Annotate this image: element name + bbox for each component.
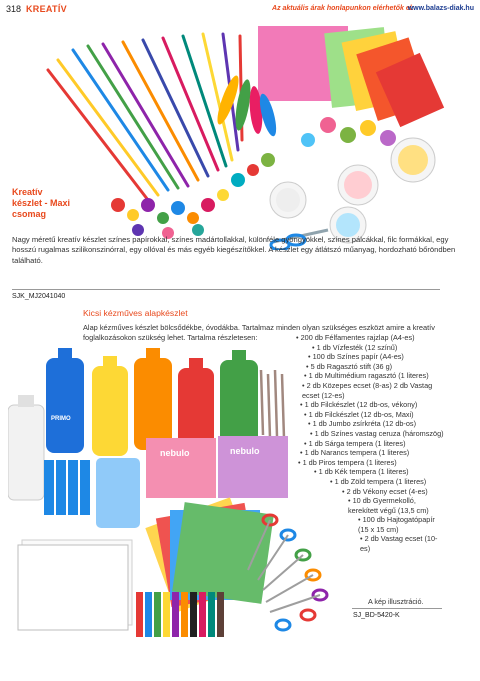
list-item: • 1 db Vízfesték (12 színű)	[312, 342, 398, 352]
website-link[interactable]: www.balazs-diak.hu	[407, 5, 474, 12]
list-item: • 1 db Sárga tempera (1 literes)	[304, 438, 406, 448]
list-item: • 1 db Narancs tempera (1 literes)	[300, 448, 410, 458]
list-item: • 100 db Hajtogatópapír (15 x 15 cm)	[358, 515, 435, 534]
list-item: • 1 db Filckészlet (12 db-os, Maxi)	[304, 409, 414, 419]
list-item: • 1 db Filckészlet (12 db-os, vékony)	[300, 400, 418, 410]
craft-kit-illustration	[28, 20, 458, 250]
divider	[352, 608, 442, 609]
product1-image	[28, 20, 458, 250]
divider	[12, 289, 440, 290]
product2-code: SJ_BD-5420-K	[353, 612, 400, 619]
list-item: • 2 db Vastag ecset (10-es)	[360, 534, 438, 554]
product1-title: Kreatív készlet - Maxi csomag	[12, 187, 71, 219]
brand-label-nebulo: nebulo	[160, 448, 190, 458]
product2-image	[8, 340, 348, 640]
list-item: • 10 db Gyermekolló, kerekített végű (13,5 cm)	[348, 496, 429, 515]
list-item: • 1 db Kék tempera (1 literes)	[314, 467, 409, 477]
list-item: • 200 db Félfamentes rajzlap (A4-es)	[296, 333, 415, 342]
brand-label-nebulo-2: nebulo	[230, 446, 260, 456]
list-item: • 2 db Közepes ecset (8-as) 2 db Vastag ecset (12-es)	[302, 380, 433, 400]
list-item: • 1 db Multimédium ragasztó (1 literes)	[304, 371, 429, 381]
list-item: • 100 db Színes papír (A4-es)	[308, 352, 404, 362]
image-caption: A kép illusztráció.	[368, 597, 424, 606]
page-number: 318	[6, 4, 22, 14]
brand-label-primo: PRIMO	[51, 416, 71, 422]
product1-code: SJK_MJ2041040	[12, 293, 66, 300]
list-item: • 1 db Piros tempera (1 literes)	[298, 457, 397, 467]
list-item: • 1 db Színes vastag ceruza (háromszög)	[310, 428, 444, 438]
page-header	[6, 4, 474, 18]
product1-description: Nagy méretű kreatív készlet színes papírokkal, színes madártollakkal, különféle gyöngyökkel, színes pálcákkal, filc formákkal, egy hosszú rugalmas szilikonszinórral, egy ollóval és más egyéb kiegészítőkkel. A készlet egy átlátszó műanyag, hordozható bőröndben található.	[12, 235, 456, 265]
list-item: • 1 db Jumbo zsírkréta (12 db-os)	[308, 419, 416, 429]
list-item: • 1 db Zöld tempera (1 literes)	[330, 476, 427, 486]
product2-title: Kicsi kézműves alapkészlet	[83, 308, 188, 318]
section-title: KREATÍV	[26, 4, 67, 14]
product2-description: Alap kézműves készlet bölcsődékbe, óvodákba. Tartalmaz minden olyan szükséges eszközt amire a kreatív foglalkozásokon szükség lehet. Tartalma részletesen:	[83, 323, 435, 343]
list-item: • 5 db Ragasztó stift (36 g)	[306, 361, 393, 371]
list-item: • 2 db Vékony ecset (4-es)	[342, 486, 428, 496]
price-note: Az aktuális árak honlapunkon elérhetők el:	[272, 5, 414, 12]
